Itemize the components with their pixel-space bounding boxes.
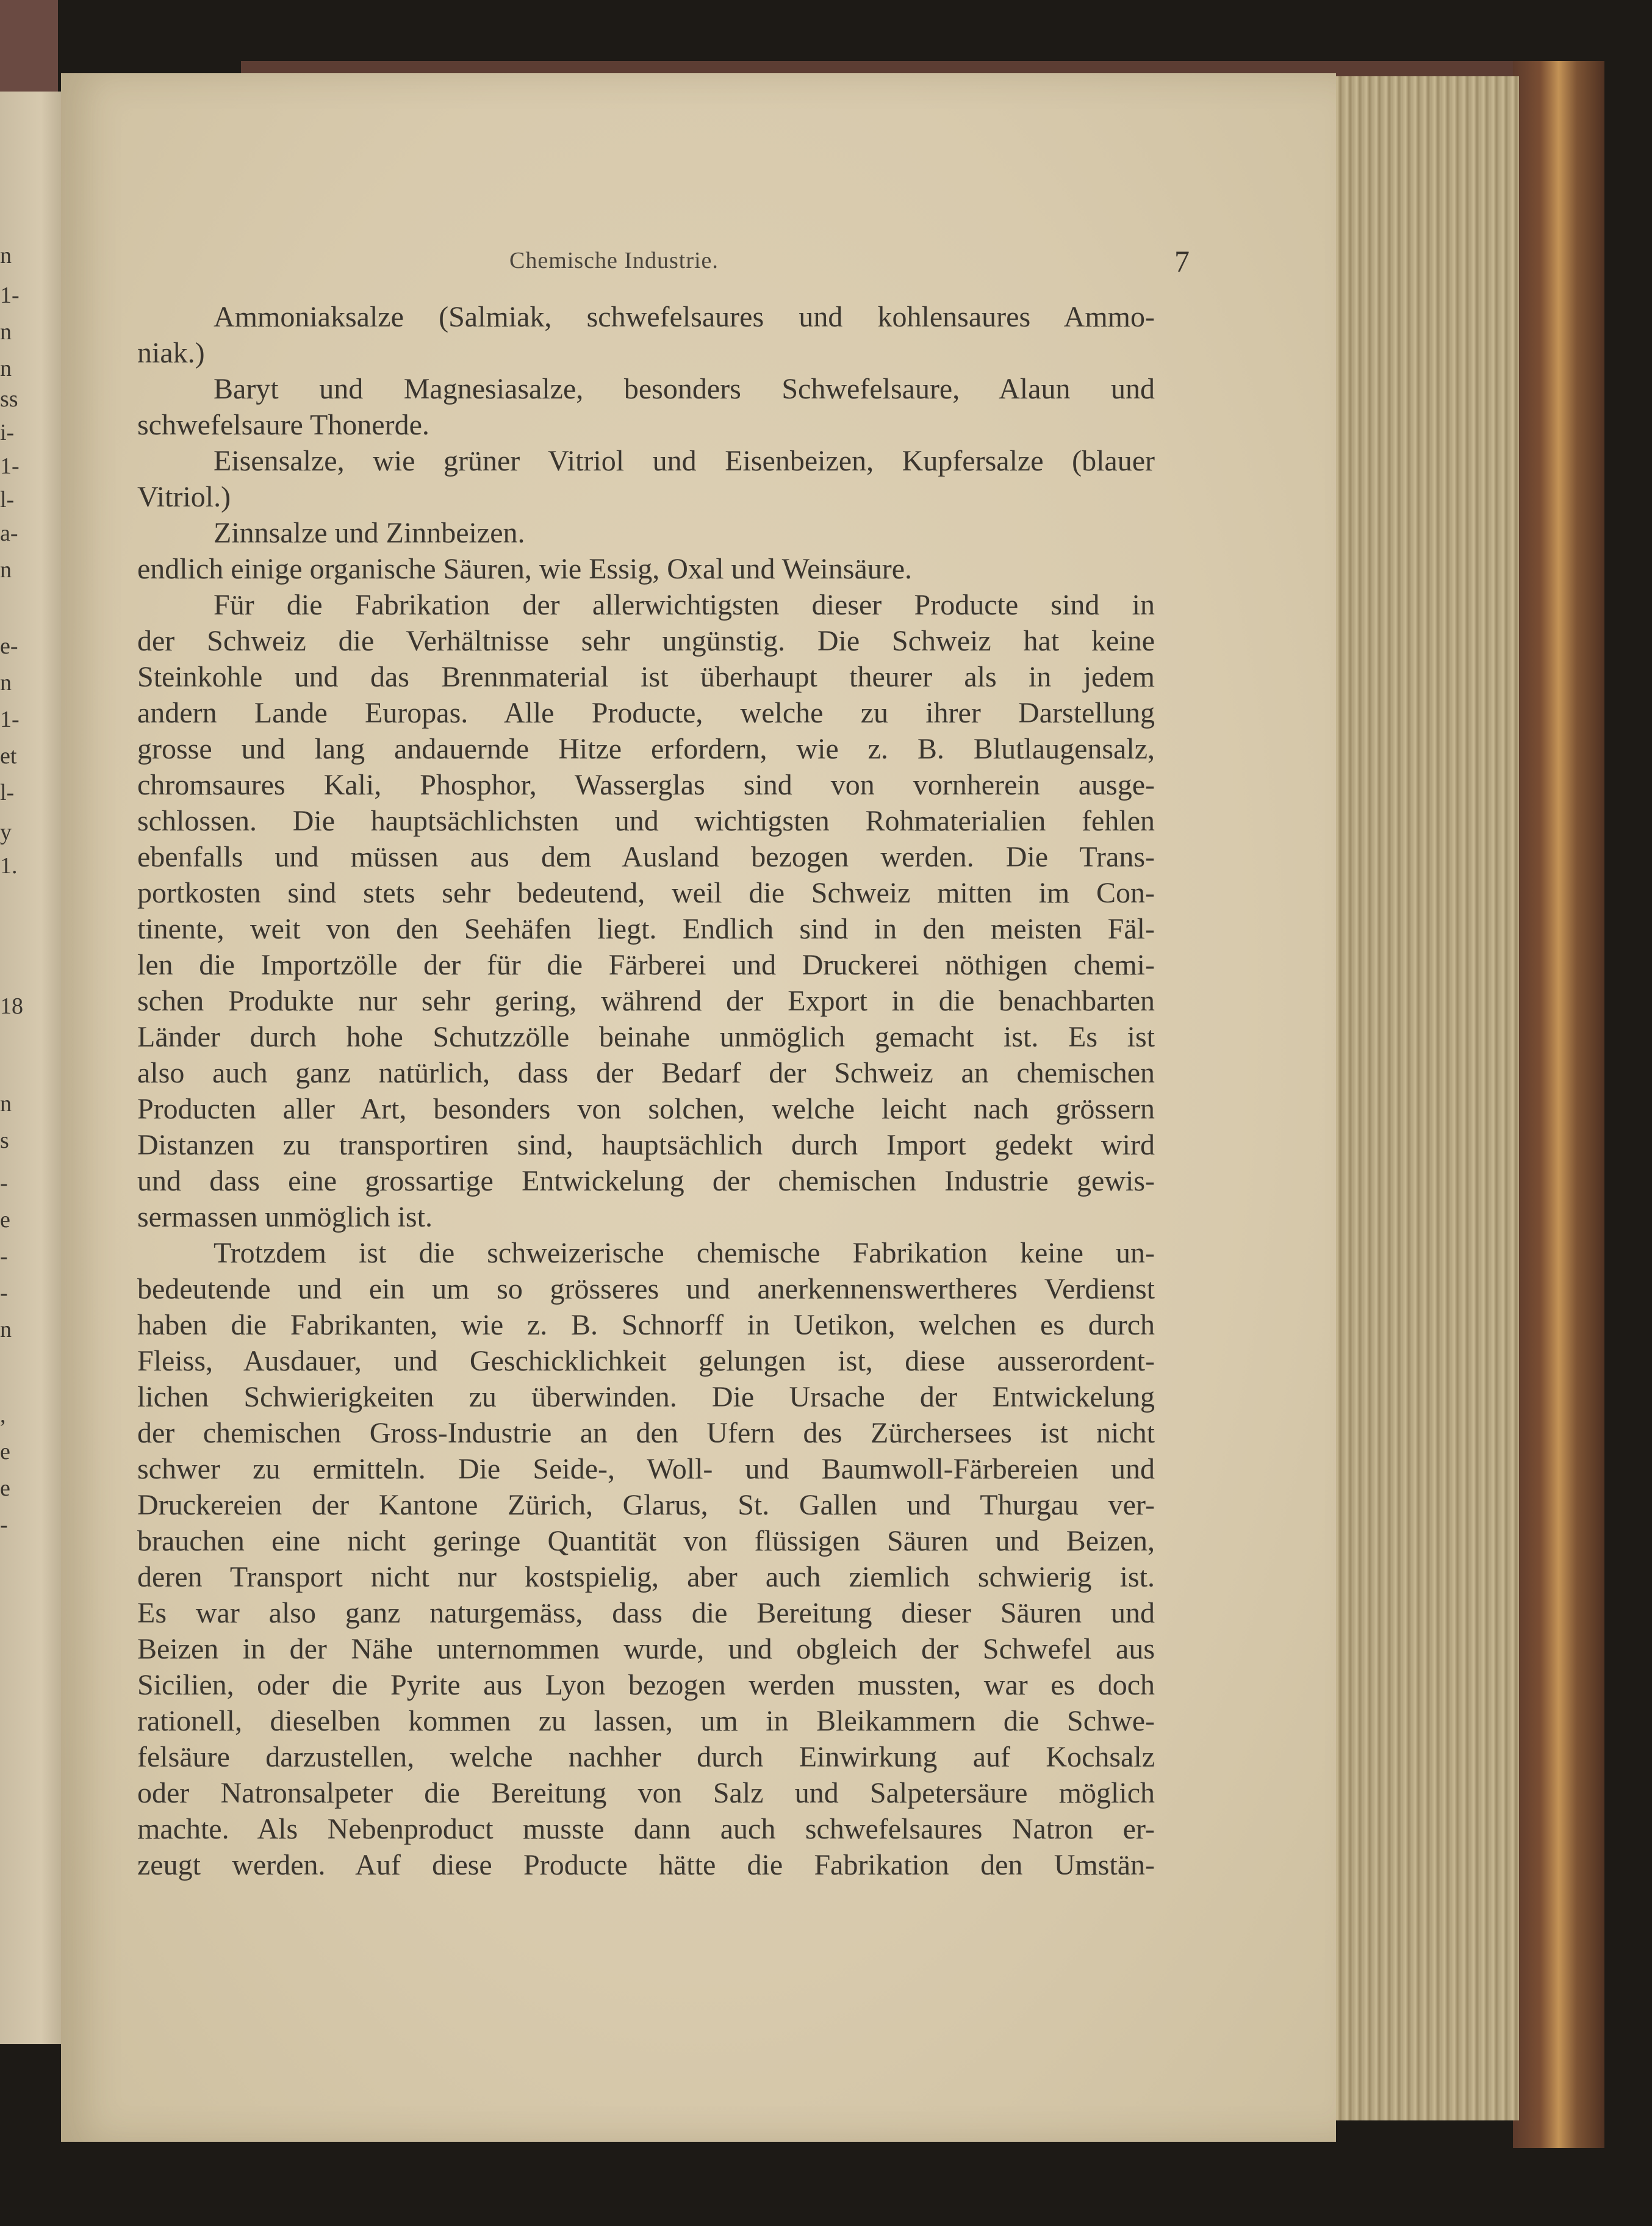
- left-page-fragment: -: [0, 1170, 8, 1196]
- left-page-fragment: 1-: [0, 453, 20, 479]
- text-line: tinente, weit von den Seehäfen liegt. Endlich sind in den meisten Fäl-: [137, 913, 1155, 945]
- left-page-fragment: ,: [0, 1402, 6, 1428]
- left-page-fragment: -: [0, 1512, 8, 1538]
- text-line: Fleiss, Ausdauer, und Geschicklichkeit gelungen ist, diese ausserordent-: [137, 1345, 1155, 1377]
- left-page-fragment: a-: [0, 520, 18, 546]
- page-edges: [1324, 76, 1519, 2120]
- left-page-fragment: et: [0, 743, 17, 769]
- text-line: schlossen. Die hauptsächlichsten und wichtigsten Rohmaterialien fehlen: [137, 805, 1155, 837]
- text-line: haben die Fabrikanten, wie z. B. Schnorff in Uetikon, welchen es durch: [137, 1309, 1155, 1341]
- left-page-fragment: n: [0, 670, 12, 696]
- text-line: Sicilien, oder die Pyrite aus Lyon bezogen werden mussten, war es doch: [137, 1669, 1155, 1701]
- left-page-fragment: n: [0, 1317, 12, 1342]
- text-line: endlich einige organische Säuren, wie Essig, Oxal und Weinsäure.: [137, 553, 913, 585]
- book-cover-right: [1513, 61, 1604, 2148]
- text-line: Steinkohle und das Brennmaterial ist überhaupt theurer als in jedem: [137, 661, 1155, 693]
- left-facing-page: [0, 92, 68, 2044]
- text-line: portkosten sind stets sehr bedeutend, weil die Schweiz mitten im Con-: [137, 877, 1155, 909]
- left-page-fragment: 18: [0, 993, 23, 1019]
- left-page-fragment: e: [0, 1475, 10, 1501]
- text-line: brauchen eine nicht geringe Quantität von flüssigen Säuren und Beizen,: [137, 1525, 1155, 1557]
- left-page-fragment: e: [0, 1207, 10, 1233]
- text-line: Es war also ganz naturgemäss, dass die Bereitung dieser Säuren und: [137, 1597, 1155, 1629]
- text-line: Druckereien der Kantone Zürich, Glarus, St. Gallen und Thurgau ver-: [137, 1489, 1155, 1521]
- text-line: grosse und lang andauernde Hitze erfordern, wie z. B. Blutlaugensalz,: [137, 733, 1155, 765]
- running-header: [183, 244, 1190, 284]
- text-line: felsäure darzustellen, welche nachher durch Einwirkung auf Kochsalz: [137, 1741, 1155, 1773]
- text-line: also auch ganz natürlich, dass der Bedarf der Schweiz an chemischen: [137, 1057, 1155, 1089]
- text-line: Eisensalze, wie grüner Vitriol und Eisenbeizen, Kupfersalze (blauer: [214, 445, 1155, 477]
- text-line: Producten aller Art, besonders von solchen, welche leicht nach grössern: [137, 1093, 1155, 1125]
- text-line: machte. Als Nebenproduct musste dann auch schwefelsaures Natron er-: [137, 1813, 1155, 1845]
- text-line: der chemischen Gross-Industrie an den Ufern des Zürchersees ist nicht: [137, 1417, 1155, 1449]
- text-line: der Schweiz die Verhältnisse sehr ungünstig. Die Schweiz hat keine: [137, 625, 1155, 657]
- text-line: schwer zu ermitteln. Die Seide-, Woll- und Baumwoll-Färbereien und: [137, 1453, 1155, 1485]
- left-page-fragment: n: [0, 319, 12, 345]
- text-line: Distanzen zu transportiren sind, hauptsächlich durch Import gedekt wird: [137, 1129, 1155, 1161]
- text-line: rationell, dieselben kommen zu lassen, um in Bleikammern die Schwe-: [137, 1705, 1155, 1737]
- text-line: schen Produkte nur sehr gering, während der Export in die benachbarten: [137, 985, 1155, 1017]
- text-line: niak.): [137, 337, 205, 369]
- text-line: deren Transport nicht nur kostspielig, aber auch ziemlich schwierig ist.: [137, 1561, 1155, 1593]
- left-page-fragment: s: [0, 1128, 9, 1153]
- text-line: lichen Schwierigkeiten zu überwinden. Die Ursache der Entwickelung: [137, 1381, 1155, 1413]
- text-line: oder Natronsalpeter die Bereitung von Salz und Salpetersäure möglich: [137, 1777, 1155, 1809]
- left-page-fragment: 1-: [0, 707, 20, 732]
- left-page-fragment: n: [0, 243, 12, 268]
- text-line: sermassen unmöglich ist.: [137, 1201, 433, 1233]
- left-page-fragment: l-: [0, 487, 15, 513]
- left-book-cover: [0, 0, 58, 92]
- book-page: [61, 73, 1336, 2142]
- text-line: Vitriol.): [137, 481, 231, 513]
- text-line: schwefelsaure Thonerde.: [137, 409, 429, 441]
- left-page-fragment: e-: [0, 633, 18, 659]
- left-page-fragment: n: [0, 356, 12, 381]
- page-number: 7: [1174, 244, 1190, 278]
- left-page-fragment: ss: [0, 386, 18, 412]
- text-line: Beizen in der Nähe unternommen wurde, und obgleich der Schwefel aus: [137, 1633, 1155, 1665]
- left-page-fragment: 1.: [0, 853, 18, 879]
- left-page-fragment: i-: [0, 420, 15, 445]
- text-line: andern Lande Europas. Alle Producte, welche zu ihrer Darstellung: [137, 697, 1155, 729]
- left-page-fragment: -: [0, 1280, 8, 1306]
- text-line: Ammoniaksalze (Salmiak, schwefelsaures und kohlensaures Ammo-: [214, 301, 1155, 333]
- left-page-fragment: n: [0, 557, 12, 583]
- text-line: bedeutende und ein um so grösseres und anerkennenswertheres Verdienst: [137, 1273, 1155, 1305]
- left-page-fragment: -: [0, 1244, 8, 1269]
- left-page-fragment: n: [0, 1091, 12, 1117]
- left-page-fragment: y: [0, 819, 12, 845]
- text-line: Für die Fabrikation der allerwichtigsten dieser Producte sind in: [214, 589, 1155, 621]
- text-line: und dass eine grossartige Entwickelung der chemischen Industrie gewis-: [137, 1165, 1155, 1197]
- text-line: chromsaures Kali, Phosphor, Wasserglas sind von vornherein ausge-: [137, 769, 1155, 801]
- text-line: zeugt werden. Auf diese Producte hätte die Fabrikation den Umstän-: [137, 1849, 1155, 1881]
- text-line: Baryt und Magnesiasalze, besonders Schwefelsaure, Alaun und: [214, 373, 1155, 405]
- text-line: len die Importzölle der für die Färberei und Druckerei nöthigen chemi-: [137, 949, 1155, 981]
- text-line: ebenfalls und müssen aus dem Ausland bezogen werden. Die Trans-: [137, 841, 1155, 873]
- running-title: Chemische Industrie.: [509, 248, 719, 273]
- left-page-fragment: l-: [0, 780, 15, 805]
- text-line: Länder durch hohe Schutzzölle beinahe unmöglich gemacht ist. Es ist: [137, 1021, 1155, 1053]
- text-line: Trotzdem ist die schweizerische chemische Fabrikation keine un-: [214, 1237, 1155, 1269]
- text-line: Zinnsalze und Zinnbeizen.: [214, 517, 525, 549]
- left-page-fragment: e: [0, 1439, 10, 1464]
- left-page-fragment: 1-: [0, 283, 20, 308]
- body-text: [137, 299, 1155, 1883]
